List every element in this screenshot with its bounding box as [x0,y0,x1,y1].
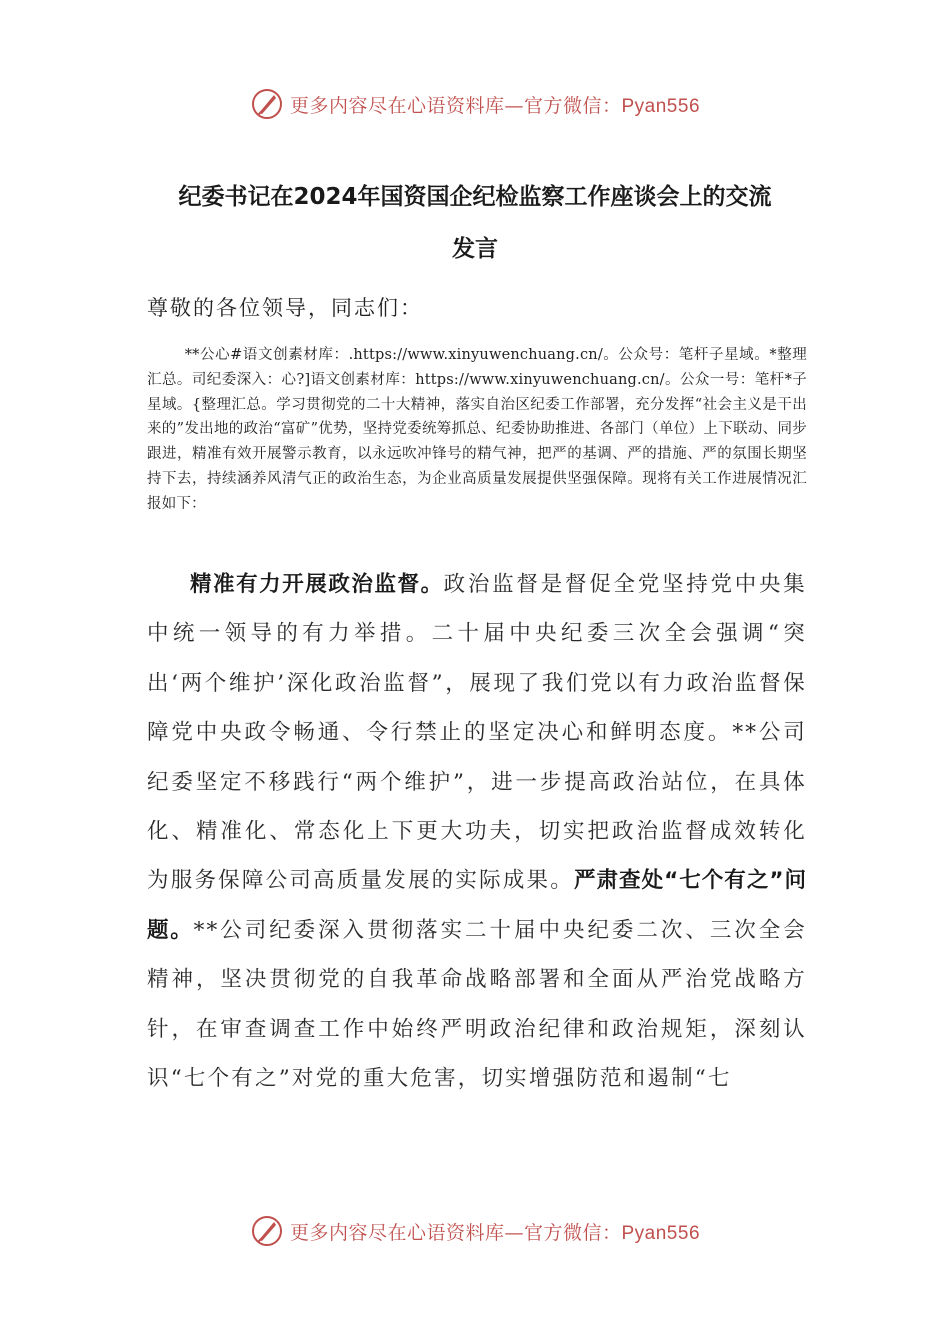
banner-dash: — [504,1221,524,1244]
section2-heading: 严肃查处“七个有之”问题。 [147,868,808,943]
document-title-line2: 发言 [452,236,498,262]
section1-text: 政治监督是督促全党坚持党中央集中统一领导的有力举措。二十届中央纪委三次全会强调“突出‘两个维护’深化政治监督”，展现了我们党以有力政治监督保障党中央政令畅通、令行禁止的坚定决心和鲜明态度。**公司纪委坚定不移践行“两个维护”，进一步提高政治站位，在具体化、精准化、常态化上下更大功夫，切实把政治监督成效转化为服务保障公司高质量发展的实际成果。 [147,572,807,894]
quill-logo-icon [250,1214,284,1248]
banner-wechat-id: Pyan556 [621,1222,701,1244]
document-title-line1: 纪委书记在2024年国资国企纪检监察工作座谈会上的交流 [178,184,772,210]
banner-wechat-id: Pyan556 [621,95,701,117]
intro-paragraph: **公心#语文创素材库：.https://www.xinyuwenchuang.cn/。公众号：笔杆子星域。*整理汇总。司纪委深入：心?]语文创素材库：https://www.xinyuwenchuang.cn/。公众一号：笔杆*子星域。{整理汇总。学习贯彻党的二十大精神，落实自治区纪委工作部署，充分发挥“社会主义是干出来的”发出地的政治“富矿”优势，坚持党委统筹抓总、纪委协助推进、各部门（单位）上下联动、同步跟进，精准有效开展警示教育，以永远吹冲锋号的精气神，把严的基调、严的措施、严的氛围长期坚持下去，持续涵养风清气正的政治生态，为企业高质量发展提供坚强保障。现将有关工作进展情况汇报如下： [147,347,807,512]
body-paragraph [147,560,807,1103]
banner-text [290,1218,700,1245]
quill-logo-icon [250,87,284,121]
salutation: 尊敬的各位领导，同志们： [147,296,423,320]
banner-label: 官方微信： [523,94,622,117]
section2-text: **公司纪委深入贯彻落实二十届中央纪委二次、三次全会精神，坚决贯彻党的自我革命战略部署和全面从严治党战略方针，在审查调查工作中始终严明政治纪律和政治规矩，深刻认识“七个有之”对党的重大危害，切实增强防范和遏制“七 [147,917,807,1092]
section1-heading: 精准有力开展政治监督。 [190,572,444,597]
banner-brand: 更多内容尽在心语资料库 [289,1221,505,1244]
header-watermark-banner [0,84,950,124]
banner-text [290,91,700,118]
banner-brand: 更多内容尽在心语资料库 [289,94,505,117]
banner-dash: — [504,94,524,117]
banner-label: 官方微信： [523,1221,622,1244]
footer-watermark-banner [0,1211,950,1251]
